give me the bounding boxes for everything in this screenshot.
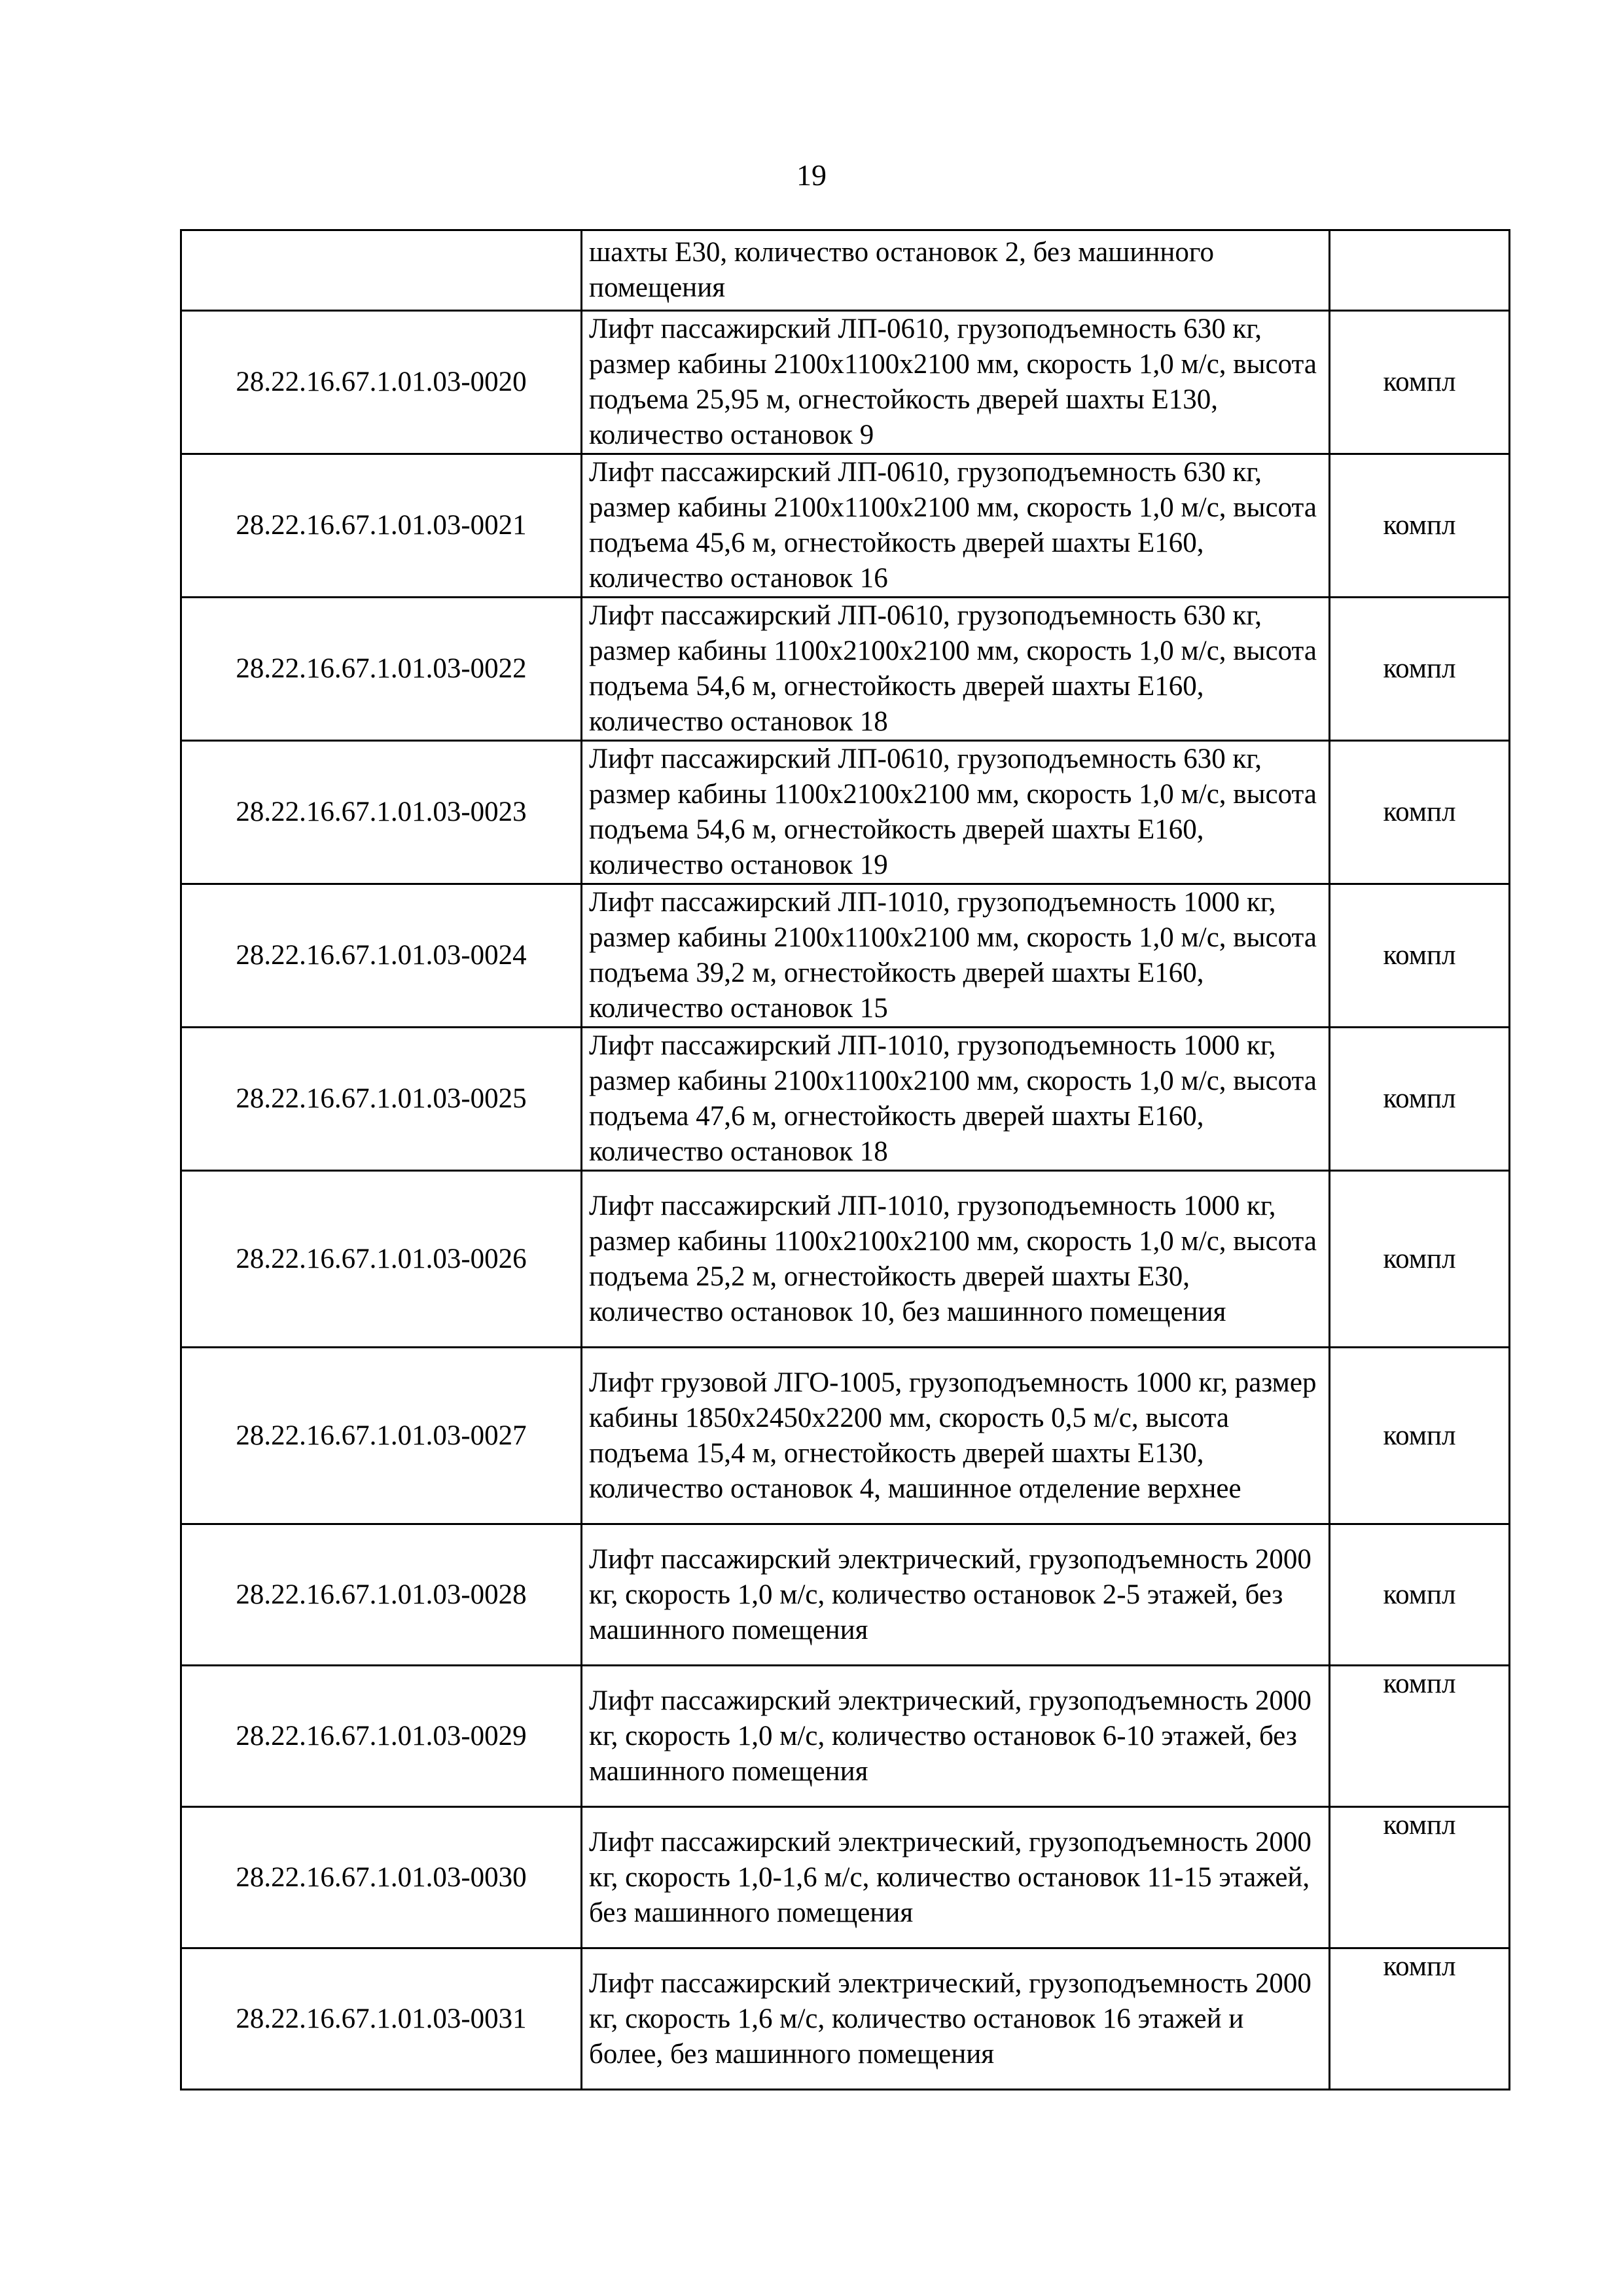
table-row [181,454,1510,598]
table-row [181,884,1510,1028]
table-row [181,311,1510,454]
unit-of-measure: компл [1330,311,1510,454]
unit-of-measure: компл [1330,1807,1510,1948]
resource-code [181,230,582,311]
resource-description: Лифт пассажирский ЛП-1010, грузоподъемность 1000 кг, размер кабины 1100х2100х2100 мм, скорость 1,0 м/с, высота подъема 25,2 м, огнестойкость дверей шахты Е30, количество остановок 10, без машинного помещения [582,1171,1330,1348]
unit-of-measure: компл [1330,741,1510,884]
resource-description: Лифт пассажирский электрический, грузоподъемность 2000 кг, скорость 1,0 м/с, количество остановок 2-5 этажей, без машинного помещения [582,1524,1330,1666]
unit-of-measure: компл [1330,884,1510,1028]
resource-description: Лифт пассажирский ЛП-0610, грузоподъемность 630 кг, размер кабины 2100х1100х2100 мм, скорость 1,0 м/с, высота подъема 25,95 м, огнестойкость дверей шахты Е130, количество остановок 9 [582,311,1330,454]
resource-code: 28.22.16.67.1.01.03-0021 [181,454,582,598]
resource-code: 28.22.16.67.1.01.03-0020 [181,311,582,454]
resource-code: 28.22.16.67.1.01.03-0031 [181,1948,582,2090]
resource-description: Лифт пассажирский ЛП-0610, грузоподъемность 630 кг, размер кабины 2100х1100х2100 мм, скорость 1,0 м/с, высота подъема 45,6 м, огнестойкость дверей шахты Е160, количество остановок 16 [582,454,1330,598]
table-row [181,1348,1510,1524]
resource-code: 28.22.16.67.1.01.03-0027 [181,1348,582,1524]
unit-of-measure: компл [1330,1348,1510,1524]
table-row [181,1666,1510,1807]
unit-of-measure: компл [1330,454,1510,598]
resource-code: 28.22.16.67.1.01.03-0022 [181,598,582,741]
resource-code: 28.22.16.67.1.01.03-0026 [181,1171,582,1348]
resource-code: 28.22.16.67.1.01.03-0029 [181,1666,582,1807]
resource-code: 28.22.16.67.1.01.03-0023 [181,741,582,884]
unit-of-measure [1330,230,1510,311]
resource-description: Лифт пассажирский ЛП-1010, грузоподъемность 1000 кг, размер кабины 2100х1100х2100 мм, скорость 1,0 м/с, высота подъема 47,6 м, огнестойкость дверей шахты Е160, количество остановок 18 [582,1028,1330,1171]
resource-code: 28.22.16.67.1.01.03-0028 [181,1524,582,1666]
resource-description: Лифт пассажирский электрический, грузоподъемность 2000 кг, скорость 1,6 м/с, количество остановок 16 этажей и более, без машинного помещения [582,1948,1330,2090]
resource-description: Лифт пассажирский ЛП-1010, грузоподъемность 1000 кг, размер кабины 2100х1100х2100 мм, скорость 1,0 м/с, высота подъема 39,2 м, огнестойкость дверей шахты Е160, количество остановок 15 [582,884,1330,1028]
resource-code: 28.22.16.67.1.01.03-0030 [181,1807,582,1948]
resource-description: Лифт пассажирский ЛП-0610, грузоподъемность 630 кг, размер кабины 1100х2100х2100 мм, скорость 1,0 м/с, высота подъема 54,6 м, огнестойкость дверей шахты Е160, количество остановок 18 [582,598,1330,741]
table-row [181,1524,1510,1666]
resource-description: Лифт грузовой ЛГО-1005, грузоподъемность 1000 кг, размер кабины 1850х2450х2200 мм, скорость 0,5 м/с, высота подъема 15,4 м, огнестойкость дверей шахты Е130, количество остановок 4, машинное отделение верхнее [582,1348,1330,1524]
resource-description: Лифт пассажирский электрический, грузоподъемность 2000 кг, скорость 1,0 м/с, количество остановок 6-10 этажей, без машинного помещения [582,1666,1330,1807]
table-row [181,1948,1510,2090]
resource-code: 28.22.16.67.1.01.03-0024 [181,884,582,1028]
resource-description: Лифт пассажирский электрический, грузоподъемность 2000 кг, скорость 1,0-1,6 м/с, количество остановок 11-15 этажей, без машинного помещения [582,1807,1330,1948]
price-table [180,229,1510,2090]
table-row [181,1171,1510,1348]
resource-description: Лифт пассажирский ЛП-0610, грузоподъемность 630 кг, размер кабины 1100х2100х2100 мм, скорость 1,0 м/с, высота подъема 54,6 м, огнестойкость дверей шахты Е160, количество остановок 19 [582,741,1330,884]
table-row [181,598,1510,741]
unit-of-measure: компл [1330,598,1510,741]
unit-of-measure: компл [1330,1028,1510,1171]
page-number: 19 [796,158,827,192]
unit-of-measure: компл [1330,1524,1510,1666]
table-row [181,1028,1510,1171]
table-row [181,741,1510,884]
unit-of-measure: компл [1330,1666,1510,1807]
table-row [181,1807,1510,1948]
resource-code: 28.22.16.67.1.01.03-0025 [181,1028,582,1171]
unit-of-measure: компл [1330,1171,1510,1348]
unit-of-measure: компл [1330,1948,1510,2090]
resource-description: шахты Е30, количество остановок 2, без машинного помещения [582,230,1330,311]
table-row [181,230,1510,311]
